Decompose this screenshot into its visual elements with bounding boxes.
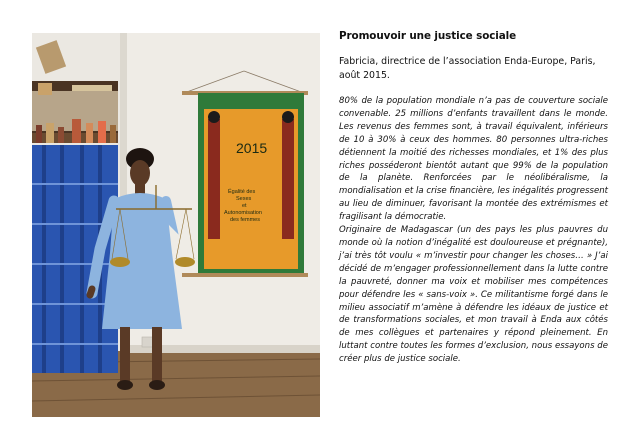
wall-poster xyxy=(182,71,308,277)
body-paragraph-1: 80% de la population mondiale n’a pas de couverture sociale convenable. 25 millions d’enfants travaillent dans le monde. Les revenus des femmes sont, à travail équivalent, inférieurs de 10 à 30% à ceux des hommes. 80 personnes ultra-riches détiennent la moitié des richesses mondiales, et 1% des plus riches posséderont bientôt autant que 99% de la population de la planète. Renforcées par le néolibéralisme, la mondialisation et la crise financière, les inégalités progressent au lieu de diminuer, favorisant la montée des extrémismes et fragilisant la démocratie. xyxy=(339,96,608,223)
poster-line-5: des femmes xyxy=(230,217,260,223)
article-body xyxy=(339,95,608,366)
article-text-column xyxy=(339,30,608,366)
poster-line-4: Autonomisation xyxy=(224,210,262,216)
poster-line-2: Sexes xyxy=(236,196,252,202)
poster-line-3: et xyxy=(242,203,247,209)
poster-line-1: Égalité des xyxy=(228,189,256,195)
blue-patterned-curtain xyxy=(32,145,118,373)
article-title: Promouvoir une justice sociale xyxy=(339,30,517,42)
poster-year: 2015 xyxy=(236,140,268,156)
portrait-photo xyxy=(32,33,320,417)
photo-caption: Fabricia, directrice de l’association Enda-Europe, Paris, août 2015. xyxy=(339,56,596,81)
body-paragraph-2: Originaire de Madagascar (un des pays les plus pauvres du monde où la notion d’inégalité est douloureuse et prégnante), j’ai très tôt voulu « m’investir pour changer les choses… » J’ai décidé de m’engager professionnellement dans la lutte contre la pauvreté, donner ma voix et mobiliser mes compétences pour défendre les « sans-voix ». Ce militantisme forgé dans le milieu associatif m’amène à défendre les idéaux de justice et de transformations sociales, et mon travail à Enda aux côtés de mes collègues et partenaires y répond pleinement. En luttant contre toutes les formes d’exclusion, nous essayons de créer plus de justice sociale. xyxy=(339,225,608,365)
